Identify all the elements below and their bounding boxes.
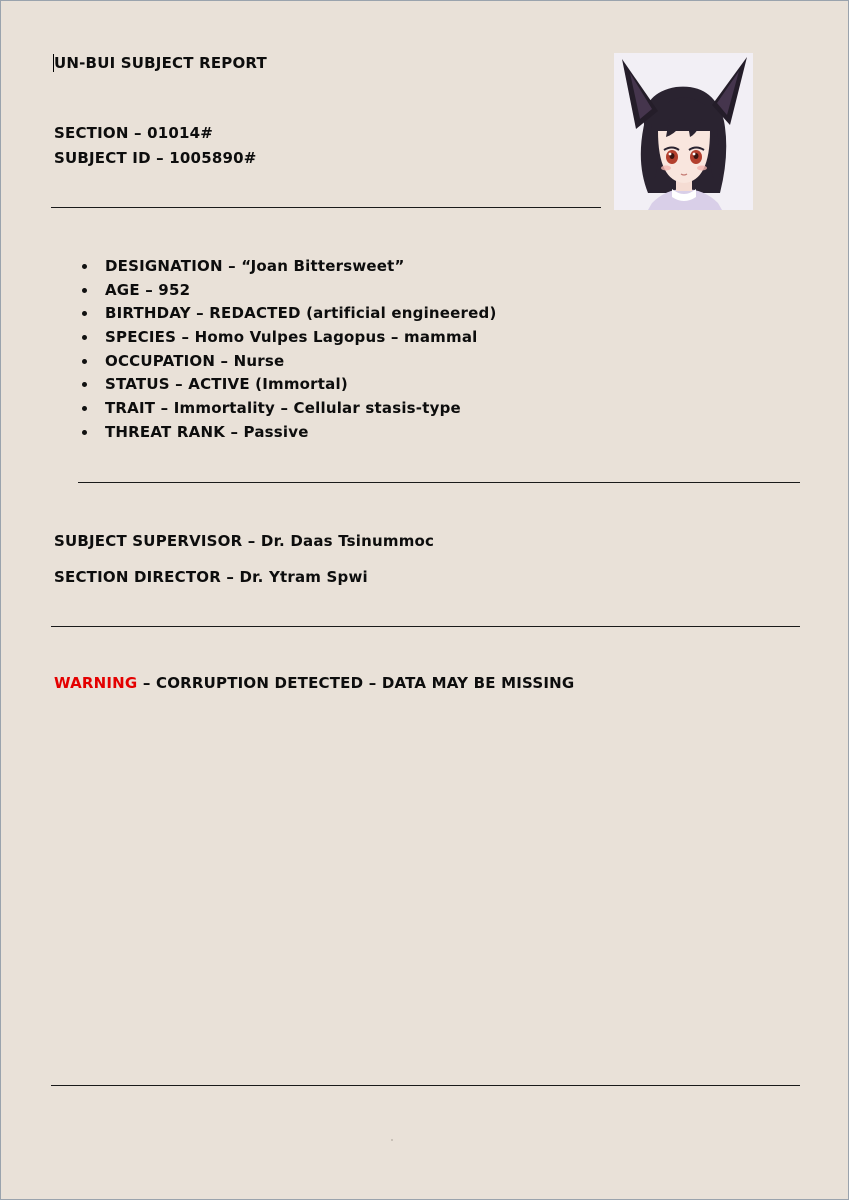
attribute-list <box>78 256 497 446</box>
warning-label: WARNING <box>54 674 138 692</box>
page-speck <box>391 1139 393 1141</box>
attr-birthday: BIRTHDAY – REDACTED (artificial engineered) <box>105 304 497 323</box>
list-item <box>78 398 497 422</box>
divider-attributes <box>78 482 800 483</box>
attr-age: AGE – 952 <box>105 280 191 299</box>
subject-portrait <box>614 53 753 210</box>
bullet-icon <box>82 311 87 316</box>
attr-threat-rank: THREAT RANK – Passive <box>105 422 309 441</box>
section-director: SECTION DIRECTOR – Dr. Ytram Spwi <box>54 568 368 586</box>
list-item <box>78 422 497 446</box>
attr-designation: DESIGNATION – “Joan Bittersweet” <box>105 257 405 275</box>
attr-species: SPECIES – Homo Vulpes Lagopus – mammal <box>105 328 478 347</box>
bullet-icon <box>82 264 87 269</box>
subject-supervisor: SUBJECT SUPERVISOR – Dr. Daas Tsinummoc <box>54 532 435 550</box>
bullet-icon <box>82 288 87 293</box>
list-item <box>78 351 497 375</box>
section-number: SECTION – 01014# <box>54 124 214 142</box>
warning-text: – CORRUPTION DETECTED – DATA MAY BE MISSING <box>137 674 575 692</box>
divider-supervision <box>51 626 800 627</box>
fox-eared-girl-portrait-icon <box>614 53 753 210</box>
bullet-icon <box>82 406 87 411</box>
warning-line <box>54 674 574 692</box>
attr-occupation: OCCUPATION – Nurse <box>105 351 285 370</box>
divider-header <box>51 207 601 208</box>
list-item <box>78 303 497 327</box>
list-item <box>78 327 497 351</box>
attr-trait: TRAIT – Immortality – Cellular stasis-type <box>105 399 461 418</box>
list-item <box>78 280 497 304</box>
list-item <box>78 256 497 280</box>
bullet-icon <box>82 359 87 364</box>
bullet-icon <box>82 430 87 435</box>
bullet-icon <box>82 382 87 387</box>
bullet-icon <box>82 335 87 340</box>
divider-footer <box>51 1085 800 1086</box>
report-title: UN-BUI SUBJECT REPORT <box>54 54 267 72</box>
attr-status: STATUS – ACTIVE (Immortal) <box>105 375 348 394</box>
list-item <box>78 374 497 398</box>
subject-id: SUBJECT ID – 1005890# <box>54 149 257 167</box>
